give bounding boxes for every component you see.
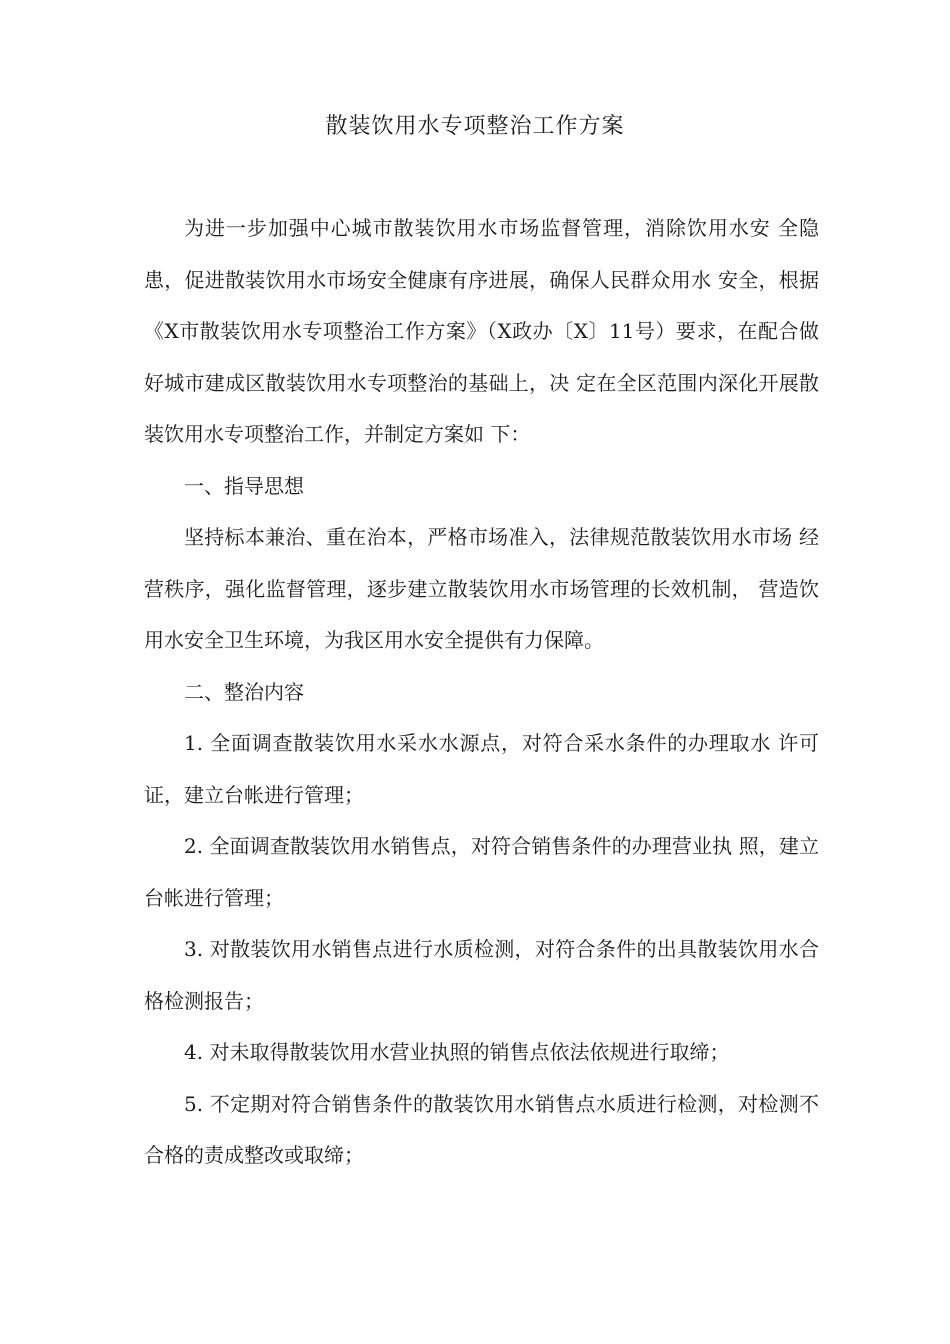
- list-item-1: 1. 全面调查散装饮用水采水水源点，对符合采水条件的办理取水 许可证，建立台帐进行管理；: [144, 731, 819, 807]
- list-item-2: 2. 全面调查散装饮用水销售点，对符合销售条件的办理营业执 照，建立台帐进行管理；: [144, 834, 819, 910]
- list-item-4: 4. 对未取得散装饮用水营业执照的销售点依法依规进行取缔；: [184, 1040, 730, 1064]
- section-heading-rectification-content: 二、整治内容: [184, 679, 304, 704]
- list-item-5: 5. 不定期对符合销售条件的散装饮用水销售点水质进行检测，对检测不合格的责成整改或取缔；: [144, 1091, 819, 1167]
- section-heading-guiding-ideology: 一、指导思想: [184, 473, 304, 498]
- intro-paragraph: 为进一步加强中心城市散装饮用水市场监督管理，消除饮用水安 全隐患，促进散装饮用水市场安全健康有序进展，确保人民群众用水 安全，根据《X市散装饮用水专项整治工作方案》（X政办〔X〕11号）要求，在配合做好城市建成区散装饮用水专项整治的基础上，决 定在全区范围内深化开展散装饮用水专项整治工作，并制定方案如 下：: [144, 216, 819, 446]
- document-title: 散装饮用水专项整治工作方案: [325, 114, 625, 139]
- guiding-ideology-paragraph: 坚持标本兼治、重在治本，严格市场准入，法律规范散装饮用水市场 经营秩序，强化监督管理，逐步建立散装饮用水市场管理的长效机制， 营造饮用水安全卫生环境，为我区用水安全提供有力保障。: [144, 525, 819, 652]
- document-body: [144, 203, 819, 1182]
- list-item-3: 3. 对散装饮用水销售点进行水质检测，对符合条件的出具散装饮用水合格检测报告；: [144, 937, 819, 1013]
